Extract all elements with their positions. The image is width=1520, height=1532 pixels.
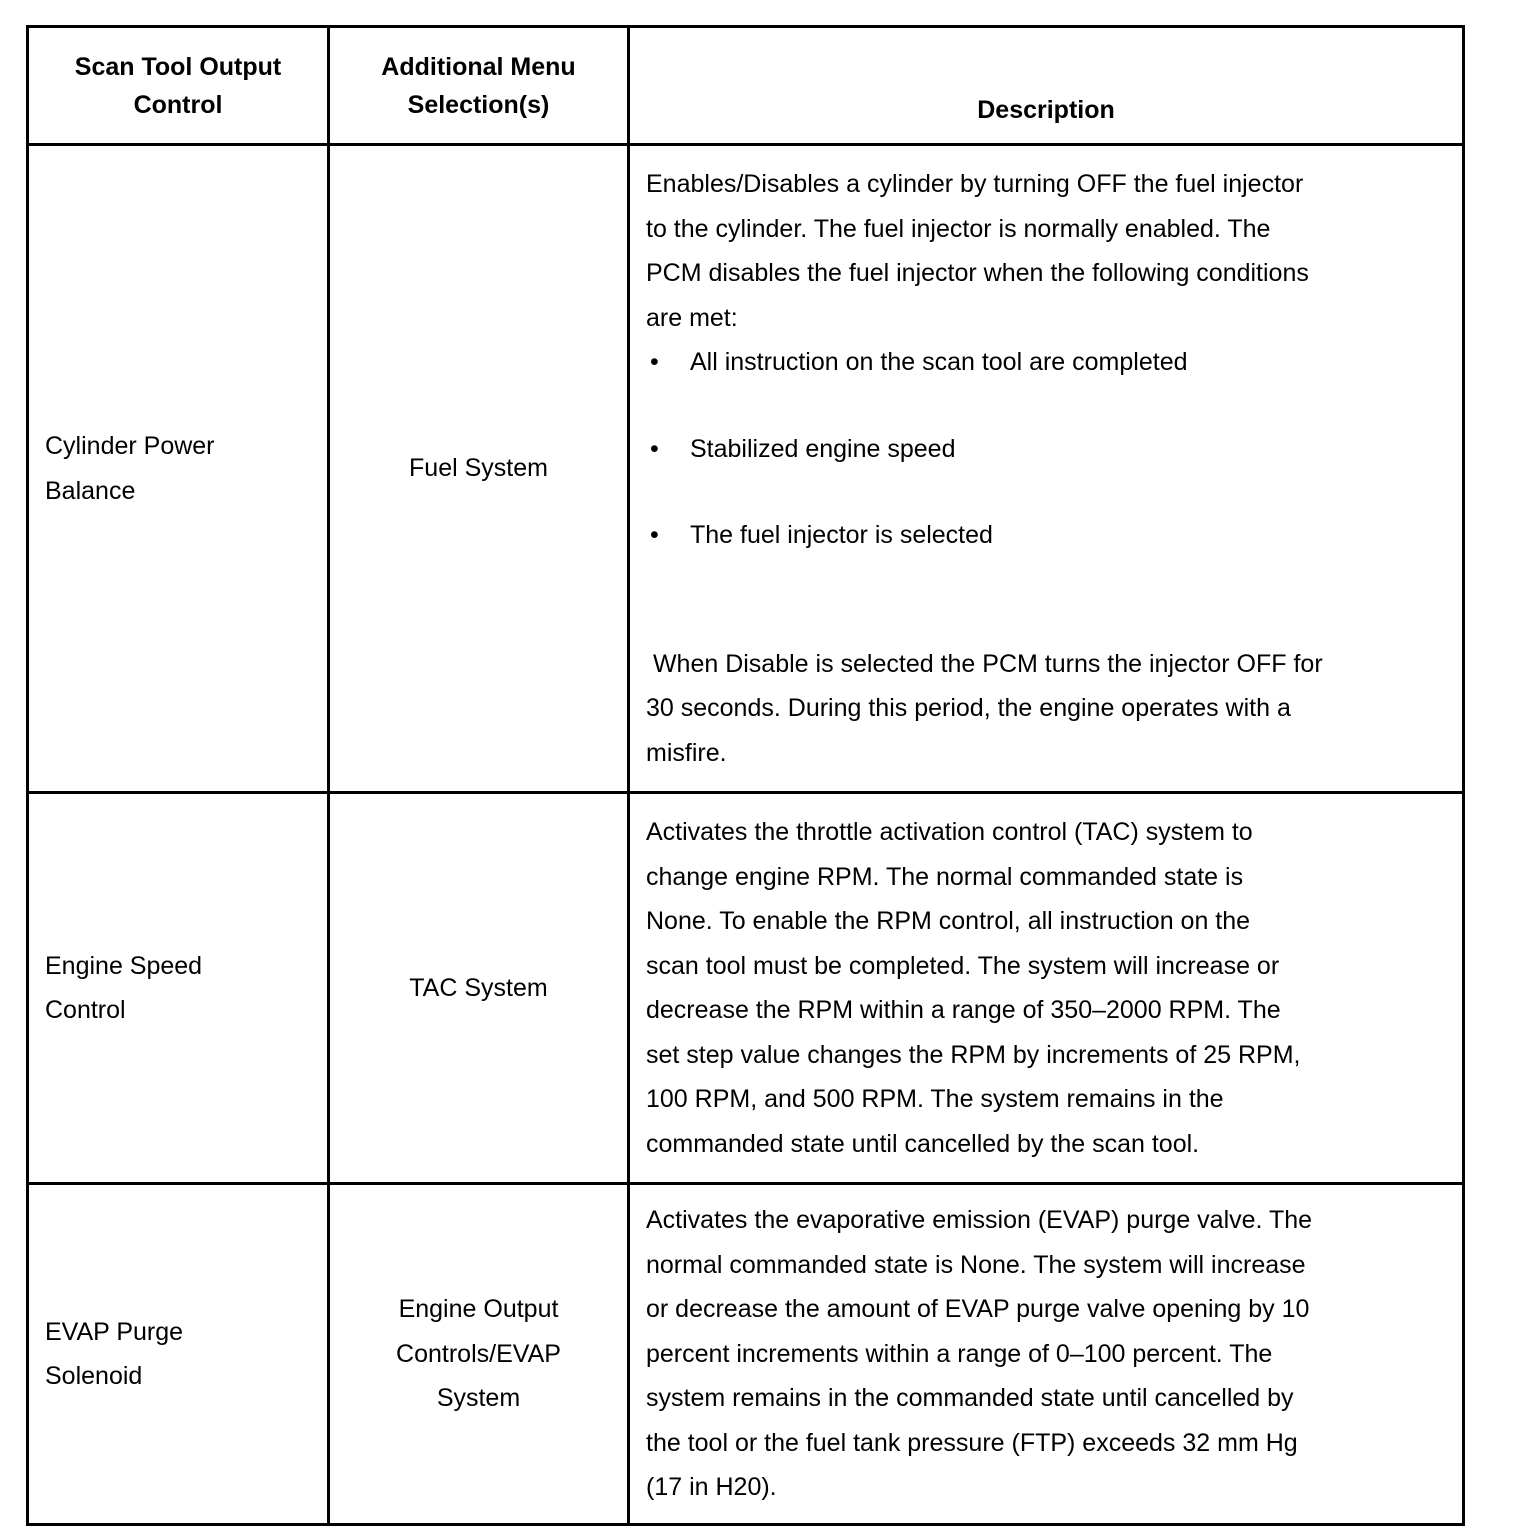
description-line: the tool or the fuel tank pressure (FTP) exceeds 32 mm Hg [646,1428,1298,1457]
description [629,1184,1464,1525]
description-line: change engine RPM. The normal commanded state is [646,862,1244,891]
description-line: Activates the throttle activation control (TAC) system to [646,818,1253,846]
description-line: (17 in H20). [646,1473,777,1502]
description-line: to the cylinder. The fuel injector is normally enabled. The [646,214,1271,243]
description-line: normal commanded state is None. The system will increase [646,1250,1306,1279]
description-line: None. To enable the RPM control, all instruction on the [646,907,1251,935]
description-line: are met: [646,303,738,332]
header-label-line: Scan Tool Output [74,52,282,81]
header-label [330,48,627,124]
control-name-line: EVAP Purge [45,1317,184,1346]
control-name [28,793,329,1184]
description [629,145,1464,793]
menu-selection-line: Fuel System [409,454,548,483]
menu-selection-line: TAC System [409,973,548,1002]
description-line: or decrease the amount of EVAP purge valve opening by 10 [646,1295,1310,1324]
description-line: 100 RPM, and 500 RPM. The system remains in the [646,1085,1224,1113]
header-label-line: Selection(s) [407,90,550,119]
bullet-text: Stabilized engine speed [690,434,956,463]
control-name-line: Engine Speed [45,951,203,980]
bullet-icon: • [650,348,659,376]
bullet-text: All instruction on the scan tool are completed [690,348,1188,376]
bullet-text: The fuel injector is selected [690,521,993,549]
bullet-icon: • [650,434,659,463]
control-name-line: Balance [45,476,136,505]
scan-tool-output-controls-table [26,25,1465,1526]
control-name [28,145,329,793]
description-line: percent increments within a range of 0–100 percent. The [646,1339,1273,1368]
description [629,793,1464,1184]
menu-selection [329,145,629,793]
description-line: set step value changes the RPM by increments of 25 RPM, [646,1040,1301,1069]
bullet-item [646,340,1446,385]
menu-selection-line: Controls/EVAP [396,1339,561,1368]
table-row [28,145,1464,793]
bullet-item [646,427,1446,472]
control-name-line: Control [45,996,126,1024]
control-name-line: Solenoid [45,1362,143,1390]
header-label [29,48,327,124]
description-line: PCM disables the fuel injector when the following conditions [646,259,1309,287]
menu-selection [329,793,629,1184]
header-label-line: Description [977,96,1115,124]
header-label-line: Control [133,90,223,119]
description-line: 30 seconds. During this period, the engine operates with a [646,694,1291,722]
bullet-icon: • [650,521,659,549]
control-name [28,1184,329,1525]
header-scan-tool-output-control [28,27,329,145]
description-line: commanded state until cancelled by the scan tool. [646,1129,1200,1158]
description-line: misfire. [646,738,727,767]
header-label [630,91,1462,129]
table-row [28,793,1464,1184]
description-line: decrease the RPM within a range of 350–2000 RPM. The [646,996,1281,1024]
header-description [629,27,1464,145]
menu-selection [329,1184,629,1525]
table-row [28,1184,1464,1525]
header-additional-menu-selections [329,27,629,145]
menu-selection-line: System [436,1384,521,1413]
description-line: scan tool must be completed. The system will increase or [646,951,1280,980]
header-label-line: Additional Menu [381,52,576,81]
bullet-item [646,513,1446,558]
menu-selection-line: Engine Output [398,1295,559,1324]
description-line: system remains in the commanded state until cancelled by [646,1384,1294,1413]
control-name-line: Cylinder Power [45,432,215,460]
description-line: Enables/Disables a cylinder by turning OFF the fuel injector [646,170,1304,198]
description-line: When Disable is selected the PCM turns the injector OFF for [646,649,1323,678]
description-line: Activates the evaporative emission (EVAP) purge valve. The [646,1206,1313,1235]
header-row [28,27,1464,145]
